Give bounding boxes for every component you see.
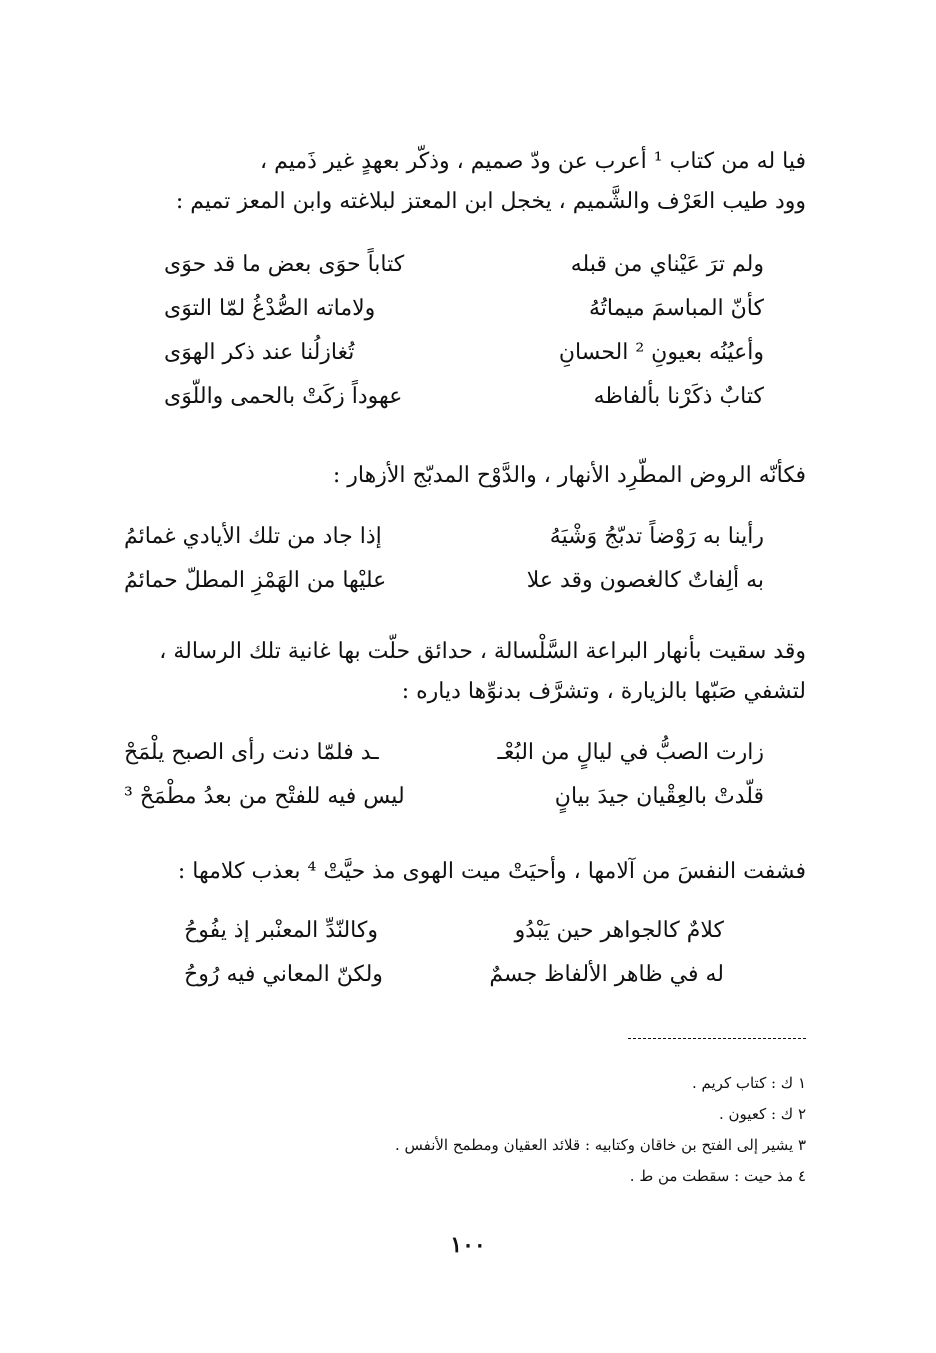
first-hemistich: ولم ترَ عَيْناي من قبله <box>570 252 764 277</box>
paragraph-1 <box>116 142 806 222</box>
verse-line <box>164 252 764 296</box>
footnote: ٢ ك : كعيون . <box>719 1105 806 1123</box>
paragraph-3 <box>116 632 806 712</box>
paragraph-2 <box>116 456 806 496</box>
second-hemistich: وكالنّدِّ المعنْبر إذ يفُوحُ <box>184 918 378 943</box>
second-hemistich: عليْها من الهَمْزِ المطلّ حمائمُ <box>124 568 387 593</box>
footnotes <box>395 1068 806 1192</box>
paragraph-4 <box>116 852 806 892</box>
verse-line <box>124 740 764 784</box>
footnote-separator <box>628 1038 806 1039</box>
first-hemistich: به ألِفاتٌ كالغصون وقد علا <box>526 568 764 593</box>
second-hemistich: ولاماته الصُّدْغُ لمّا التوَى <box>164 296 376 321</box>
second-hemistich: إذا جاد من تلك الأيادي غمائمُ <box>124 524 382 549</box>
text-line: وود طيب العَرْف والشَّميم ، يخجل ابن المعتز لبلاغته وابن المعز تميم : <box>175 189 806 214</box>
verse-line <box>124 568 764 612</box>
verse-line <box>164 296 764 340</box>
verse-line <box>164 340 764 384</box>
second-hemistich: تُغازلُنا عند ذكر الهوَى <box>164 340 355 365</box>
text-line: فكأنّه الروض المطّرِد الأنهار ، والدَّوْح المدبّج الأزهار : <box>332 463 806 488</box>
text-line: فيا له من كتاب ¹ أعرب عن ودّ صميم ، وذكّر بعهدٍ غير ذَميم ، <box>259 149 806 174</box>
page-number: ١٠٠ <box>450 1232 486 1258</box>
first-hemistich: رأينا به رَوْضاً تدبّجُ وَشْيَهُ <box>549 524 764 549</box>
footnote: ١ ك : كتاب كريم . <box>691 1074 806 1092</box>
verse-line <box>164 384 764 428</box>
text-line: وقد سقيت بأنهار البراعة السَّلْسالة ، حدائق حلّت بها غانية تلك الرسالة ، <box>159 639 806 664</box>
footnote: ٤ مذ حيت : سقطت من ط . <box>629 1167 806 1185</box>
footnote: ٣ يشير إلى الفتح بن خاقان وكتابيه : قلائد العقيان ومطمح الأنفس . <box>394 1136 806 1154</box>
poem-3 <box>124 740 764 828</box>
second-hemistich: كتاباً حوَى بعض ما قد حوَى <box>164 252 405 277</box>
first-hemistich: كأنّ المباسمَ ميماتُهُ <box>588 296 764 321</box>
first-hemistich: له في ظاهر الألفاظ جسمٌ <box>489 962 724 987</box>
first-hemistich: كتابٌ ذكَرْنا بألفاظه <box>593 384 764 409</box>
verse-line <box>124 524 764 568</box>
poem-1 <box>164 252 764 428</box>
verse-line <box>124 784 764 828</box>
second-hemistich: ـد فلمّا دنت رأى الصبح يلْمَحْ <box>124 740 379 765</box>
second-hemistich: ولكنّ المعاني فيه رُوحُ <box>184 962 383 987</box>
first-hemistich: زارت الصبُّ في ليالٍ من البُعْـ <box>497 740 764 765</box>
poem-2 <box>124 524 764 612</box>
first-hemistich: كلامٌ كالجواهر حين يَبْدُو <box>514 918 724 943</box>
verse-line <box>184 918 724 962</box>
poem-4 <box>184 918 724 1006</box>
second-hemistich: عهوداً زكَتْ بالحمى واللّوَى <box>164 384 403 409</box>
text-line: لتشفي صَبّها بالزيارة ، وتشرَّف بدنوِّها دياره : <box>401 679 806 704</box>
first-hemistich: قلّدتْ بالعِقْيان جيدَ بيانٍ <box>554 784 764 809</box>
first-hemistich: وأعيُنُه بعيونِ ² الحسانِ <box>558 340 764 365</box>
second-hemistich: ليس فيه للفتْح من بعدُ مطْمَحْ ³ <box>124 784 405 809</box>
verse-line <box>184 962 724 1006</box>
text-line: فشفت النفسَ من آلامها ، وأحيَتْ ميت الهوى مذ حيَّتْ ⁴ بعذب كلامها : <box>177 859 806 884</box>
